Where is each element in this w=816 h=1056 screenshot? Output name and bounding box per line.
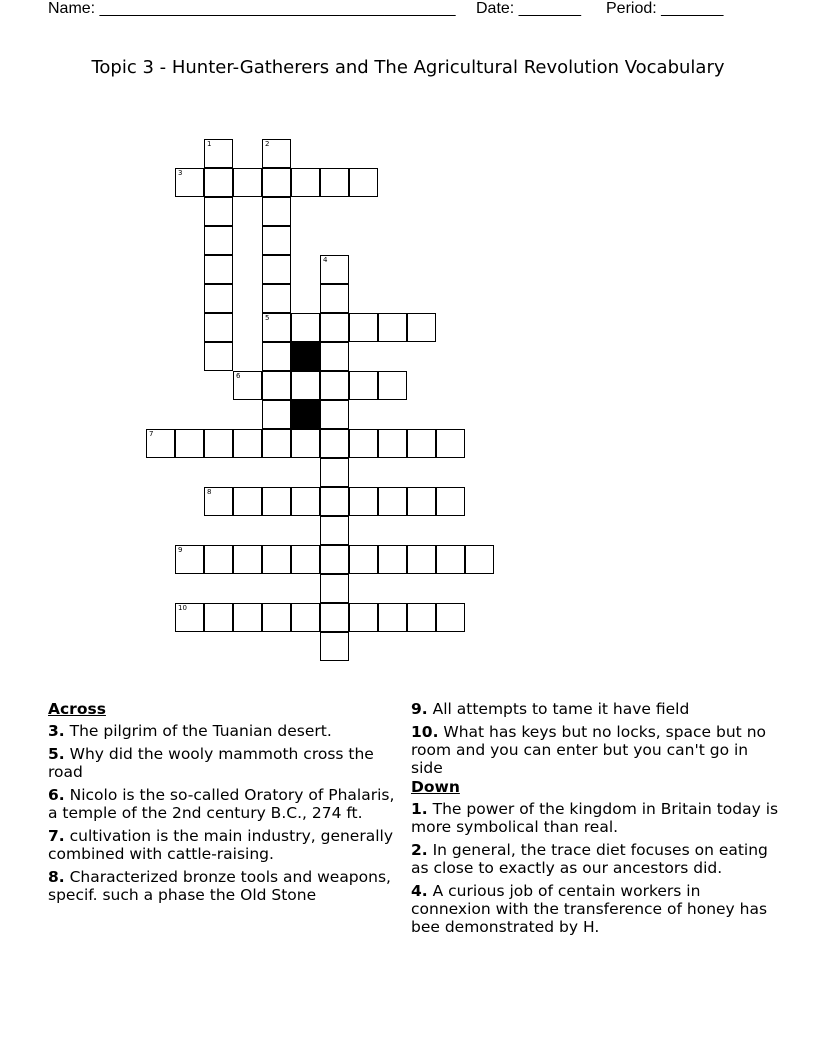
crossword-cell[interactable] (204, 226, 233, 255)
crossword-cell[interactable] (204, 545, 233, 574)
crossword-cell[interactable] (262, 545, 291, 574)
name-field[interactable]: Name: ________________________________________ (48, 0, 456, 17)
crossword-cell[interactable] (233, 487, 262, 516)
crossword-cell[interactable] (262, 168, 291, 197)
period-field[interactable]: Period: _______ (606, 0, 724, 17)
crossword-cell[interactable] (291, 313, 320, 342)
crossword-cell[interactable] (436, 487, 465, 516)
crossword-cell[interactable] (320, 632, 349, 661)
crossword-cell[interactable] (349, 487, 378, 516)
crossword-cell[interactable] (378, 313, 407, 342)
crossword-cell[interactable] (262, 139, 291, 168)
crossword-cell[interactable] (436, 429, 465, 458)
crossword-cell[interactable] (262, 255, 291, 284)
crossword-cell[interactable] (291, 371, 320, 400)
crossword-cell[interactable] (233, 371, 262, 400)
crossword-cell[interactable] (378, 603, 407, 632)
crossword-cell[interactable] (320, 284, 349, 313)
clue-down-4: 4. A curious job of centain workers in connexion with the transference of honey has bee demonstrated by H. (411, 882, 768, 936)
clue-across-9: 9. All attempts to tame it have field (411, 700, 690, 718)
crossword-cell[interactable] (291, 487, 320, 516)
cell-number: 1 (207, 140, 212, 148)
crossword-cell[interactable] (378, 371, 407, 400)
crossword-block (291, 342, 320, 371)
crossword-cell[interactable] (204, 313, 233, 342)
crossword-cell[interactable] (175, 168, 204, 197)
cell-number: 4 (323, 256, 328, 264)
crossword-cell[interactable] (262, 342, 291, 371)
crossword-cell[interactable] (204, 168, 233, 197)
crossword-cell[interactable] (175, 545, 204, 574)
crossword-cell[interactable] (349, 429, 378, 458)
crossword-cell[interactable] (320, 400, 349, 429)
clue-across-8: 8. Characterized bronze tools and weapons, specif. such a phase the Old Stone (48, 868, 391, 904)
date-field[interactable]: Date: _______ (476, 0, 581, 17)
crossword-cell[interactable] (320, 255, 349, 284)
crossword-cell[interactable] (291, 545, 320, 574)
crossword-cell[interactable] (262, 284, 291, 313)
crossword-cell[interactable] (262, 197, 291, 226)
crossword-cell[interactable] (291, 603, 320, 632)
crossword-cell[interactable] (262, 313, 291, 342)
crossword-cell[interactable] (291, 429, 320, 458)
clue-across-10: 10. What has keys but no locks, space but no room and you can enter but you can't go in side (411, 723, 766, 777)
crossword-cell[interactable] (407, 603, 436, 632)
clues-left-column (48, 700, 408, 909)
cell-number: 8 (207, 488, 212, 496)
page-title: Topic 3 - Hunter-Gatherers and The Agricultural Revolution Vocabulary (91, 57, 725, 78)
crossword-cell[interactable] (320, 487, 349, 516)
cell-number: 10 (178, 604, 187, 612)
crossword-cell[interactable] (349, 313, 378, 342)
crossword-cell[interactable] (349, 545, 378, 574)
crossword-cell[interactable] (436, 603, 465, 632)
crossword-cell[interactable] (204, 284, 233, 313)
crossword-cell[interactable] (320, 458, 349, 487)
crossword-cell[interactable] (262, 226, 291, 255)
crossword-cell[interactable] (262, 603, 291, 632)
clues-right-column (411, 700, 781, 941)
clue-down-2: 2. In general, the trace diet focuses on eating as close to exactly as our ancestors did. (411, 841, 768, 877)
crossword-cell[interactable] (204, 429, 233, 458)
crossword-cell[interactable] (349, 371, 378, 400)
crossword-cell[interactable] (320, 603, 349, 632)
crossword-cell[interactable] (320, 313, 349, 342)
crossword-cell[interactable] (204, 603, 233, 632)
crossword-cell[interactable] (320, 574, 349, 603)
crossword-cell[interactable] (204, 255, 233, 284)
crossword-cell[interactable] (204, 139, 233, 168)
clue-across-7: 7. cultivation is the main industry, generally combined with cattle-raising. (48, 827, 394, 863)
crossword-cell[interactable] (320, 545, 349, 574)
crossword-cell[interactable] (233, 603, 262, 632)
crossword-cell[interactable] (349, 603, 378, 632)
crossword-cell[interactable] (407, 313, 436, 342)
crossword-cell[interactable] (262, 429, 291, 458)
crossword-cell[interactable] (378, 487, 407, 516)
crossword-cell[interactable] (320, 371, 349, 400)
crossword-cell[interactable] (175, 603, 204, 632)
crossword-cell[interactable] (233, 168, 262, 197)
crossword-cell[interactable] (175, 429, 204, 458)
crossword-cell[interactable] (204, 487, 233, 516)
crossword-cell[interactable] (262, 371, 291, 400)
clue-down-1: 1. The power of the kingdom in Britain today is more symbolical than real. (411, 800, 779, 836)
crossword-cell[interactable] (233, 429, 262, 458)
across-heading: Across (48, 700, 106, 718)
crossword-cell[interactable] (378, 545, 407, 574)
crossword-cell[interactable] (204, 197, 233, 226)
crossword-cell[interactable] (320, 342, 349, 371)
crossword-cell[interactable] (204, 342, 233, 371)
crossword-cell[interactable] (436, 545, 465, 574)
crossword-cell[interactable] (407, 545, 436, 574)
crossword-cell[interactable] (378, 429, 407, 458)
cell-number: 7 (149, 430, 154, 438)
down-heading: Down (411, 778, 460, 796)
crossword-cell[interactable] (407, 487, 436, 516)
clue-across-5: 5. Why did the wooly mammoth cross the road (48, 745, 374, 781)
cell-number: 3 (178, 169, 183, 177)
crossword-cell[interactable] (320, 516, 349, 545)
cell-number: 6 (236, 372, 241, 380)
clue-across-6: 6. Nicolo is the so-called Oratory of Phalaris, a temple of the 2nd century B.C., 274 ft. (48, 786, 395, 822)
crossword-cell[interactable] (291, 168, 320, 197)
crossword-block (291, 400, 320, 429)
crossword-cell[interactable] (407, 429, 436, 458)
crossword-cell[interactable] (465, 545, 494, 574)
crossword-cell[interactable] (320, 429, 349, 458)
cell-number: 5 (265, 314, 270, 322)
crossword-cell[interactable] (349, 168, 378, 197)
crossword-cell[interactable] (146, 429, 175, 458)
crossword-cell[interactable] (233, 545, 262, 574)
crossword-cell[interactable] (262, 400, 291, 429)
cell-number: 2 (265, 140, 270, 148)
cell-number: 9 (178, 546, 183, 554)
crossword-cell[interactable] (262, 487, 291, 516)
crossword-cell[interactable] (320, 168, 349, 197)
clue-across-3: 3. The pilgrim of the Tuanian desert. (48, 722, 332, 740)
